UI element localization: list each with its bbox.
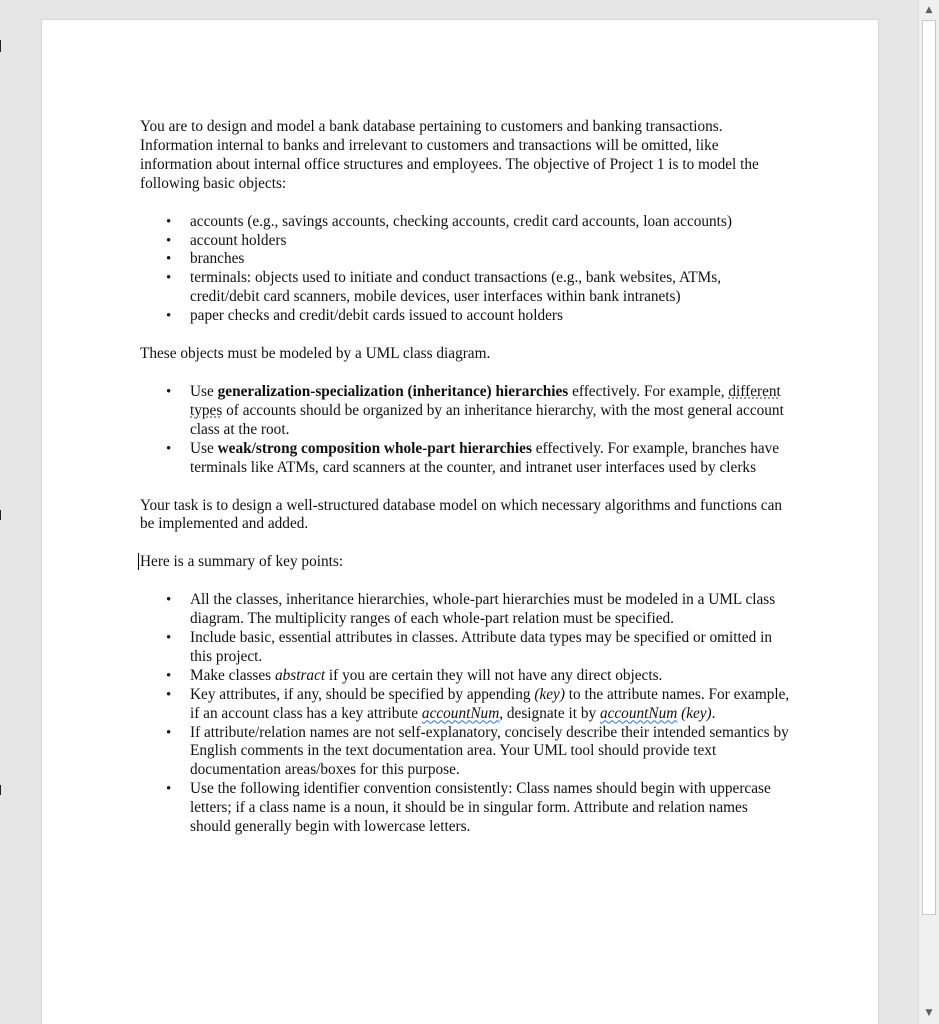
- list-item: • paper checks and credit/debit cards issued to account holders: [190, 307, 790, 326]
- uml-paragraph: These objects must be modeled by a UML class diagram.: [140, 345, 491, 363]
- edge-marker: [0, 40, 1, 52]
- text-run: to the attribute names. For example, if an account class has a key attribute: [190, 685, 790, 722]
- list-item: [190, 686, 790, 724]
- text-run: , designate it by: [499, 704, 600, 722]
- vertical-scrollbar[interactable]: [918, 0, 939, 1024]
- edge-marker: [0, 785, 1, 795]
- arrow-down-icon[interactable]: ▼: [921, 1005, 937, 1021]
- text-run: effectively. For example, branches have terminals like ATMs, card scanners at the counter, and intranet user interfaces used by clerks: [190, 439, 780, 476]
- objects-list: [140, 213, 790, 326]
- text-run: Key attributes, if any, should be specified by appending: [190, 685, 535, 703]
- document-page[interactable]: [42, 20, 878, 1024]
- list-item: [190, 440, 790, 478]
- bold-text: generalization-specialization (inheritance) hierarchies: [217, 382, 569, 400]
- grammar-flagged-text[interactable]: different types: [190, 382, 781, 419]
- text-run: .: [711, 704, 716, 722]
- list-item: • If attribute/relation names are not self-explanatory, concisely describe their intended semantics by English comments in the text documentation area. Your UML tool should provide text documentation areas/boxes for this purpose.: [190, 724, 790, 781]
- intro-paragraph: You are to design and model a bank database pertaining to customers and banking transactions. Information internal to banks and irrelevant to customers and transactions will be omitted, like information about internal office structures and employees. The objective of Project 1 is to model the following basic objects:: [140, 118, 759, 192]
- italic-text: (key): [534, 685, 565, 703]
- italic-text: abstract: [274, 666, 326, 684]
- list-item: • branches: [190, 250, 790, 269]
- bold-text: weak/strong composition whole-part hierarchies: [217, 439, 532, 457]
- list-item: [190, 383, 790, 440]
- scrollbar-thumb[interactable]: [922, 20, 936, 915]
- text-run: Use: [190, 439, 218, 457]
- list-item: • Include basic, essential attributes in classes. Attribute data types may be specified or omitted in this project.: [190, 629, 790, 667]
- task-paragraph: Your task is to design a well-structured database model on which necessary algorithms and functions can be implemented and added.: [140, 496, 783, 533]
- text-run: Use: [190, 382, 218, 400]
- list-item: • terminals: objects used to initiate and conduct transactions (e.g., bank websites, ATMs, credit/debit card scanners, mobile devices, user interfaces within bank intranets): [190, 269, 790, 307]
- hierarchy-list: [140, 383, 790, 478]
- text-run: of accounts should be organized by an inheritance hierarchy, with the most general account class at the root.: [190, 401, 784, 438]
- italic-text: (key): [681, 704, 712, 722]
- text-run: Make classes: [190, 666, 275, 684]
- key-points-list: [140, 591, 790, 837]
- text-run: Here is a summary of key points:: [140, 553, 344, 571]
- list-item: • account holders: [190, 232, 790, 251]
- list-item: • All the classes, inheritance hierarchies, whole-part hierarchies must be modeled in a UML class diagram. The multiplicity ranges of each whole-part relation must be specified.: [190, 591, 790, 629]
- list-item: • accounts (e.g., savings accounts, checking accounts, credit card accounts, loan accounts): [190, 213, 790, 232]
- text-run: effectively. For example,: [568, 382, 729, 400]
- document-content[interactable]: [140, 118, 790, 856]
- spelling-flagged-text[interactable]: accountNum: [421, 704, 500, 722]
- arrow-up-icon[interactable]: ▲: [921, 2, 937, 18]
- text-run: if you are certain they will not have any direct objects.: [325, 666, 663, 684]
- edge-marker: [0, 510, 1, 520]
- list-item: [190, 667, 790, 686]
- spelling-flagged-text[interactable]: accountNum: [599, 704, 678, 722]
- list-item: • Use the following identifier convention consistently: Class names should begin with uppercase letters; if a class name is a noun, it should be in singular form. Attribute and relation names should generally begin with lowercase letters.: [190, 780, 790, 837]
- summary-heading: [140, 553, 790, 572]
